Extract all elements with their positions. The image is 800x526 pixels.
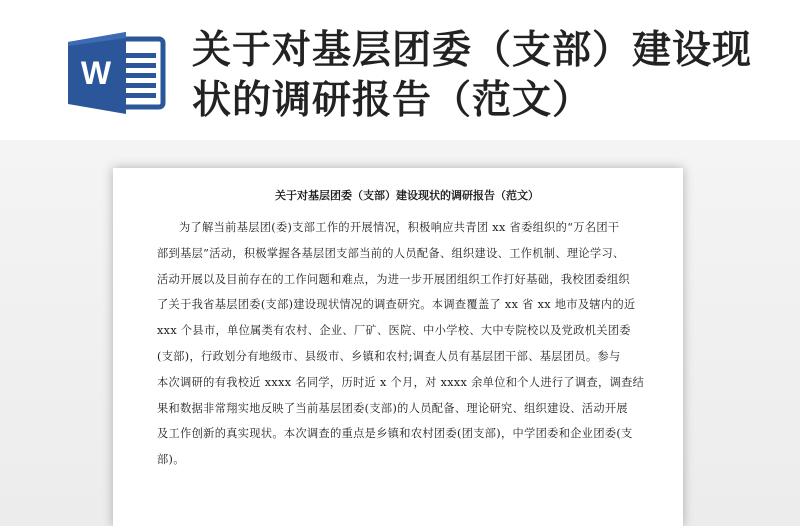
word-icon-letter: W: [80, 55, 112, 91]
paragraph-line: (支部)，行政划分有地级市、县级市、乡镇和农村;调查人员有基层团干部、基层团员。参与: [157, 349, 621, 363]
page-title-line-2: 状的调研报告（范文）: [192, 78, 593, 123]
page-title-line-1: 关于对基层团委（支部）建设现: [192, 28, 753, 73]
document-paragraph: [157, 215, 657, 473]
paragraph-line: 部)。: [157, 453, 185, 467]
paragraph-line: 果和数据非常翔实地反映了当前基层团委(支部)的人员配备、理论研究、组织建设、活动开展: [157, 401, 628, 415]
document-page: [113, 168, 683, 526]
page-title: [192, 26, 772, 126]
word-icon: [68, 32, 168, 114]
preview-header: [0, 0, 800, 150]
paragraph-line: 活动开展以及目前存在的工作问题和难点，为进一步开展团组织工作打好基础，我校团委组织: [157, 272, 631, 286]
paragraph-line: 了关于我省基层团委(支部)建设现状情况的调查研究。本调查覆盖了 xx 省 xx 地市及辖内的近: [157, 298, 636, 312]
paragraph-line: 部到基层”活动，积极掌握各基层团支部当前的人员配备、组织建设、工作机制、理论学习、: [157, 246, 625, 260]
paragraph-line: xxx 个县市，单位属类有农村、企业、厂矿、医院、中小学校、大中专院校以及党政机关团委: [157, 324, 631, 338]
document-title: 关于对基层团委（支部）建设现状的调研报告（范文）: [275, 189, 539, 202]
paragraph-line: 本次调研的有我校近 xxxx 名同学，历时近 x 个月，对 xxxx 余单位和个人进行了调查，调查结: [157, 375, 645, 389]
paragraph-line: 及工作创新的真实现状。本次调查的重点是乡镇和农村团委(团支部)，中学团委和企业团委(支: [157, 427, 633, 441]
paragraph-line: 为了解当前基层团(委)支部工作的开展情况，积极响应共青团 xx 省委组织的“万名团干: [179, 221, 620, 234]
